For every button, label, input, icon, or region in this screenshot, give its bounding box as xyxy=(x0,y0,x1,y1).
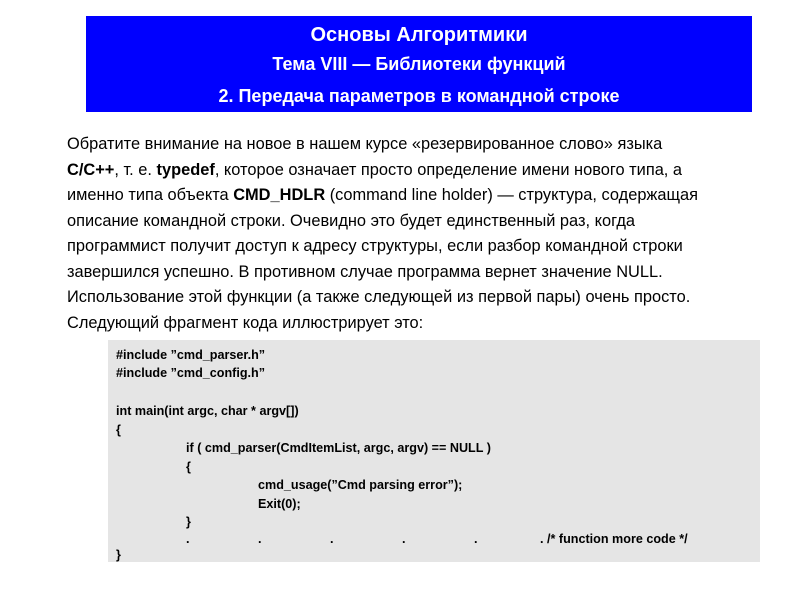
code-line-main: int main(int argc, char * argv[]) xyxy=(116,404,299,418)
code-line-if-close-brace: } xyxy=(186,515,191,529)
lang-name: С/С++ xyxy=(67,160,115,179)
body-line-7: Использование этой функции (а также следующей из первой пары) очень просто. xyxy=(67,288,691,306)
body-line-3 xyxy=(67,183,767,209)
body-paragraph xyxy=(67,132,767,336)
code-dot-2: . xyxy=(258,532,262,546)
slide-header xyxy=(86,16,752,112)
body-line-5: программист получит доступ к адресу структуры, если разбор командной строки xyxy=(67,237,683,255)
slide-topic: Тема VIII — Библиотеки функций xyxy=(272,54,566,74)
slide-title: Основы Алгоритмики xyxy=(310,24,528,46)
body-line-2-part: , т. е. xyxy=(114,160,157,179)
code-line-include-parser: #include ”cmd_parser.h” xyxy=(116,348,266,362)
code-line-if: if ( cmd_parser(CmdItemList, argc, argv) == NULL ) xyxy=(186,441,491,455)
body-line-8: Следующий фрагмент кода иллюстрирует это: xyxy=(67,313,424,332)
code-line-open-brace: { xyxy=(116,423,121,437)
code-comment: . /* function more code */ xyxy=(540,532,688,546)
body-line-1: Обратите внимание на новое в нашем курсе «резервированное слово» языка xyxy=(67,135,663,153)
code-dot-4: . xyxy=(402,532,406,546)
code-line-usage: cmd_usage(”Cmd parsing error”); xyxy=(258,478,463,492)
body-line-3-tail: (command line holder) — структура, содержащая xyxy=(325,186,698,204)
body-line-6: завершился успешно. В противном случае программа вернет значение NULL. xyxy=(67,262,663,281)
body-line-2-tail: , которое означает просто определение имени нового типа, а xyxy=(214,160,683,179)
code-block xyxy=(108,340,760,562)
code-dot-5: . xyxy=(474,532,478,546)
type-cmd-hdlr: CMD_HDLR xyxy=(233,186,326,204)
body-line-3-part: именно типа объекта xyxy=(67,186,234,204)
code-line-include-config: #include ”cmd_config.h” xyxy=(116,366,266,380)
body-line-2 xyxy=(67,158,767,184)
slide-section: 2. Передача параметров в командной строке xyxy=(218,86,620,106)
code-line-if-open-brace: { xyxy=(186,460,191,474)
keyword-typedef: typedef xyxy=(156,160,215,179)
body-line-4: описание командной строки. Очевидно это будет единственный раз, когда xyxy=(67,211,635,230)
code-line-close-brace: } xyxy=(116,548,121,562)
code-line-exit: Exit(0); xyxy=(258,497,301,511)
code-dot-1: . xyxy=(186,532,190,546)
code-dot-3: . xyxy=(330,532,334,546)
